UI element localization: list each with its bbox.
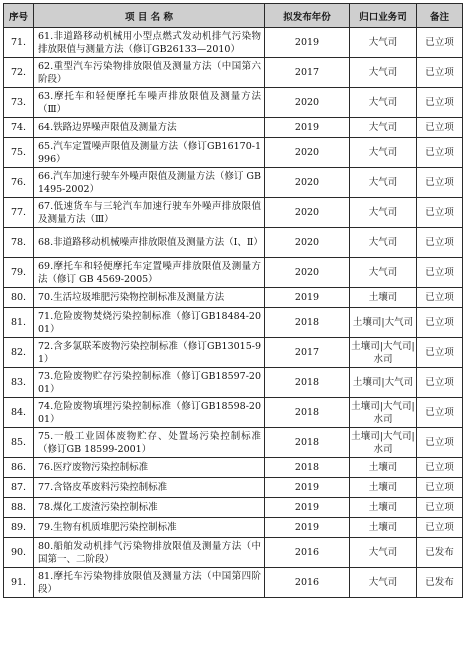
- project-name: 71.危险废物焚烧污染控制标准（修订GB18484-2001）: [34, 308, 265, 338]
- table-row: [4, 568, 463, 598]
- release-year: 2017: [265, 58, 350, 88]
- table-row: [4, 518, 463, 538]
- row-number: 74.: [4, 118, 34, 138]
- table-row: [4, 538, 463, 568]
- department: 土壤司: [350, 288, 417, 308]
- project-name: 76.医疗废物污染控制标准: [34, 458, 265, 478]
- department: 大气司: [350, 538, 417, 568]
- department: 土壤司: [350, 498, 417, 518]
- row-number: 80.: [4, 288, 34, 308]
- release-year: 2020: [265, 228, 350, 258]
- release-year: 2018: [265, 428, 350, 458]
- row-number: 83.: [4, 368, 34, 398]
- project-name: 73.危险废物贮存污染控制标准（修订GB18597-2001）: [34, 368, 265, 398]
- row-number: 88.: [4, 498, 34, 518]
- project-name: 68.非道路移动机械噪声排放限值及测量方法（Ⅰ、Ⅱ）: [34, 228, 265, 258]
- department: 土壤司|大气司| 水司: [350, 428, 417, 458]
- row-number: 78.: [4, 228, 34, 258]
- release-year: 2018: [265, 458, 350, 478]
- project-name: 72.含多氯联苯废物污染控制标准（修订GB13015-91）: [34, 338, 265, 368]
- department: 大气司: [350, 568, 417, 598]
- department: 土壤司|大气司: [350, 368, 417, 398]
- release-year: 2019: [265, 478, 350, 498]
- release-year: 2019: [265, 118, 350, 138]
- row-number: 85.: [4, 428, 34, 458]
- release-year: 2019: [265, 28, 350, 58]
- row-number: 89.: [4, 518, 34, 538]
- release-year: 2018: [265, 308, 350, 338]
- row-number: 77.: [4, 198, 34, 228]
- row-number: 76.: [4, 168, 34, 198]
- department: 大气司: [350, 118, 417, 138]
- standards-table-container: [3, 3, 462, 648]
- table-row: [4, 28, 463, 58]
- status-note: 已立项: [417, 228, 463, 258]
- row-number: 73.: [4, 88, 34, 118]
- table-row: [4, 228, 463, 258]
- release-year: 2020: [265, 198, 350, 228]
- department: 大气司: [350, 258, 417, 288]
- table-row: [4, 498, 463, 518]
- table-row: [4, 168, 463, 198]
- status-note: 已立项: [417, 88, 463, 118]
- table-row: [4, 308, 463, 338]
- table-row: [4, 88, 463, 118]
- status-note: 已立项: [417, 168, 463, 198]
- table-row: [4, 258, 463, 288]
- table-header-row: [4, 4, 463, 28]
- department: 土壤司: [350, 478, 417, 498]
- status-note: 已立项: [417, 478, 463, 498]
- header-no: 序号: [4, 4, 34, 28]
- project-name: 75.一般工业固体废物贮存、处置场污染控制标准（修订GB 18599-2001）: [34, 428, 265, 458]
- status-note: 已立项: [417, 518, 463, 538]
- status-note: 已发布: [417, 568, 463, 598]
- status-note: 已立项: [417, 58, 463, 88]
- project-name: 80.船舶发动机排气污染物排放限值及测量方法（中国第一、二阶段）: [34, 538, 265, 568]
- status-note: 已立项: [417, 338, 463, 368]
- row-number: 79.: [4, 258, 34, 288]
- department: 大气司: [350, 228, 417, 258]
- table-row: [4, 288, 463, 308]
- header-dept: 归口业务司: [350, 4, 417, 28]
- project-name: 74.危险废物填埋污染控制标准（修订GB18598-2001）: [34, 398, 265, 428]
- project-name: 77.含铬皮革废料污染控制标准: [34, 478, 265, 498]
- row-number: 84.: [4, 398, 34, 428]
- status-note: 已立项: [417, 288, 463, 308]
- row-number: 82.: [4, 338, 34, 368]
- row-number: 90.: [4, 538, 34, 568]
- status-note: 已立项: [417, 258, 463, 288]
- release-year: 2019: [265, 518, 350, 538]
- status-note: 已立项: [417, 368, 463, 398]
- project-name: 70.生活垃圾堆肥污染物控制标准及测量方法: [34, 288, 265, 308]
- row-number: 81.: [4, 308, 34, 338]
- department: 土壤司|大气司| 水司: [350, 338, 417, 368]
- status-note: 已发布: [417, 538, 463, 568]
- project-name: 62.重型汽车污染物排放限值及测量方法（中国第六阶段）: [34, 58, 265, 88]
- release-year: 2016: [265, 538, 350, 568]
- release-year: 2018: [265, 398, 350, 428]
- status-note: 已立项: [417, 308, 463, 338]
- table-row: [4, 58, 463, 88]
- project-name: 63.摩托车和轻便摩托车噪声排放限值及测量方法（Ⅲ）: [34, 88, 265, 118]
- table-row: [4, 458, 463, 478]
- release-year: 2016: [265, 568, 350, 598]
- status-note: 已立项: [417, 138, 463, 168]
- project-name: 67.低速货车与三轮汽车加速行驶车外噪声排放限值及测量方法（Ⅲ）: [34, 198, 265, 228]
- table-row: [4, 398, 463, 428]
- row-number: 86.: [4, 458, 34, 478]
- release-year: 2018: [265, 368, 350, 398]
- status-note: 已立项: [417, 198, 463, 228]
- project-name: 78.煤化工废渣污染控制标准: [34, 498, 265, 518]
- release-year: 2019: [265, 288, 350, 308]
- table-body: [4, 28, 463, 598]
- row-number: 87.: [4, 478, 34, 498]
- status-note: 已立项: [417, 398, 463, 428]
- department: 土壤司: [350, 458, 417, 478]
- project-name: 66.汽车加速行驶车外噪声限值及测量方法（修订 GB1495-2002）: [34, 168, 265, 198]
- department: 大气司: [350, 168, 417, 198]
- table-row: [4, 138, 463, 168]
- release-year: 2017: [265, 338, 350, 368]
- release-year: 2020: [265, 168, 350, 198]
- project-name: 65.汽车定置噪声限值及测量方法（修订GB16170-1996）: [34, 138, 265, 168]
- department: 大气司: [350, 138, 417, 168]
- department: 大气司: [350, 88, 417, 118]
- project-name: 79.生物有机质堆肥污染控制标准: [34, 518, 265, 538]
- status-note: 已立项: [417, 28, 463, 58]
- table-row: [4, 338, 463, 368]
- header-name: 项 目 名 称: [34, 4, 265, 28]
- department: 大气司: [350, 28, 417, 58]
- row-number: 71.: [4, 28, 34, 58]
- status-note: 已立项: [417, 428, 463, 458]
- project-name: 81.摩托车污染物排放限值及测量方法（中国第四阶段）: [34, 568, 265, 598]
- status-note: 已立项: [417, 498, 463, 518]
- status-note: 已立项: [417, 458, 463, 478]
- department: 土壤司|大气司| 水司: [350, 398, 417, 428]
- department: 土壤司|大气司: [350, 308, 417, 338]
- header-year: 拟发布年份: [265, 4, 350, 28]
- department: 土壤司: [350, 518, 417, 538]
- project-name: 69.摩托车和轻便摩托车定置噪声排放限值及测量方法（修订 GB 4569-2005）: [34, 258, 265, 288]
- header-note: 备注: [417, 4, 463, 28]
- standards-table: [3, 3, 463, 598]
- table-row: [4, 428, 463, 458]
- release-year: 2020: [265, 88, 350, 118]
- project-name: 64.铁路边界噪声限值及测量方法: [34, 118, 265, 138]
- release-year: 2020: [265, 258, 350, 288]
- row-number: 72.: [4, 58, 34, 88]
- table-row: [4, 478, 463, 498]
- table-row: [4, 368, 463, 398]
- table-row: [4, 118, 463, 138]
- department: 大气司: [350, 58, 417, 88]
- table-row: [4, 198, 463, 228]
- row-number: 91.: [4, 568, 34, 598]
- status-note: 已立项: [417, 118, 463, 138]
- release-year: 2020: [265, 138, 350, 168]
- release-year: 2019: [265, 498, 350, 518]
- department: 大气司: [350, 198, 417, 228]
- row-number: 75.: [4, 138, 34, 168]
- project-name: 61.非道路移动机械用小型点燃式发动机排气污染物排放限值与测量方法（修订GB26133—2010）: [34, 28, 265, 58]
